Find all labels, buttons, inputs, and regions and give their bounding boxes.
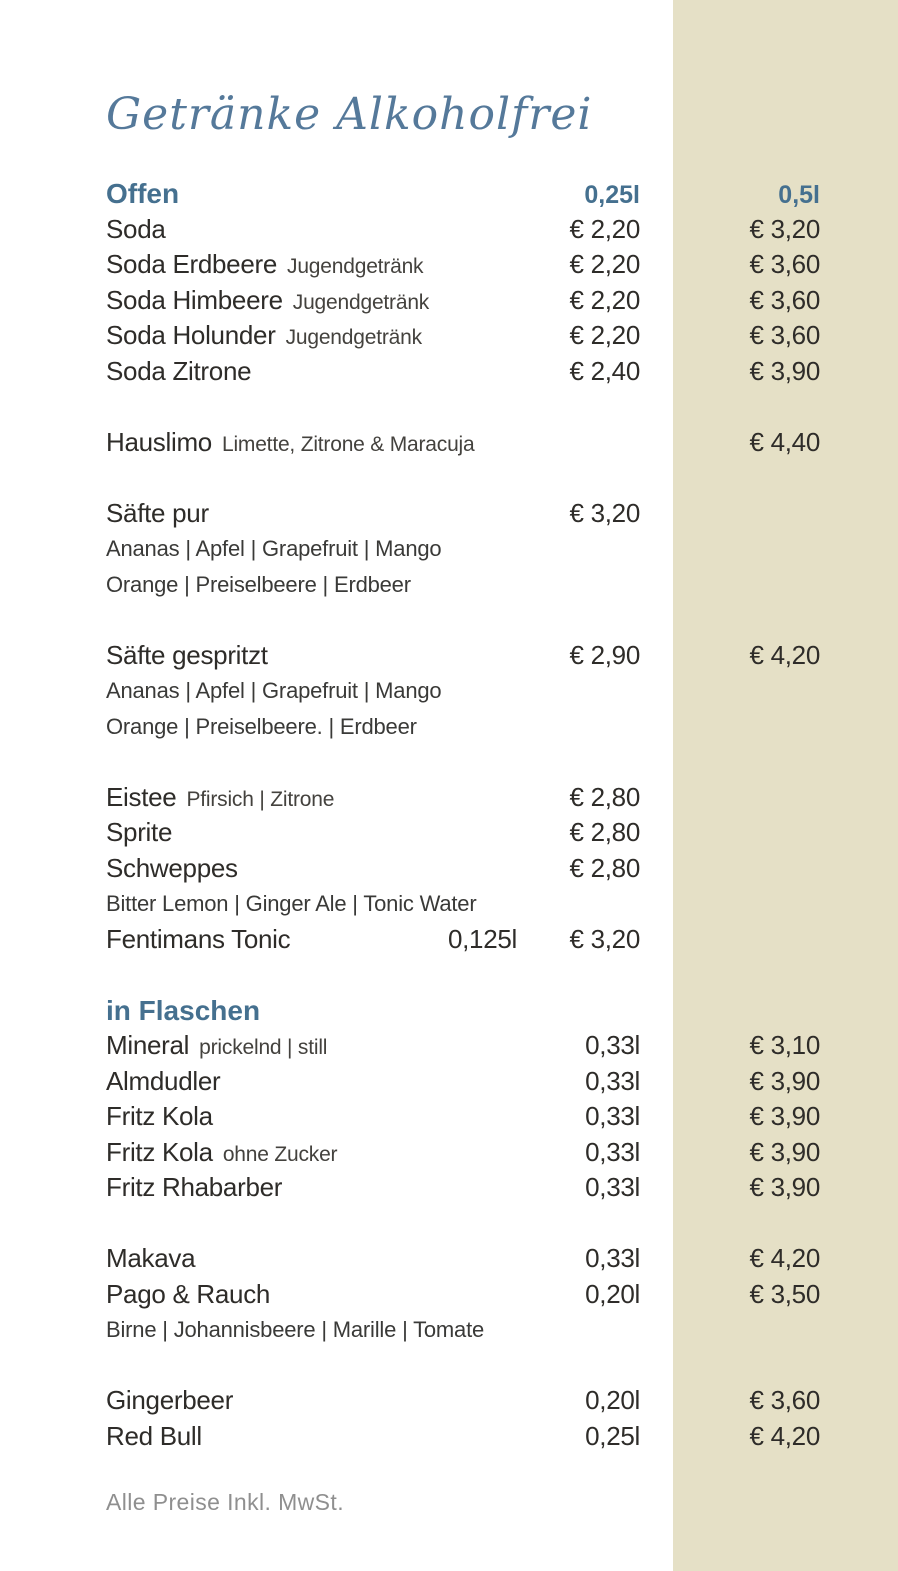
item-name: Almdudler [106, 1065, 221, 1096]
price-value: 0,20l [585, 1278, 640, 1309]
price-value: € 4,20 [749, 1243, 820, 1273]
menu-item-row [106, 851, 820, 887]
price-cell [640, 638, 820, 678]
price-value: € 3,20 [569, 923, 640, 954]
item-name: Soda [106, 213, 166, 244]
price-or-size-cell [517, 283, 640, 323]
menu-item-row [106, 354, 820, 390]
price-value: € 2,40 [569, 355, 640, 386]
price-value: € 2,20 [569, 284, 640, 315]
price-cell [640, 354, 820, 394]
menu-item-row [106, 922, 820, 958]
price-value: € 3,60 [749, 1385, 820, 1415]
price-or-size-cell [517, 1383, 640, 1423]
row-gap [106, 460, 820, 496]
price-value: € 4,20 [749, 639, 820, 670]
price-or-size-cell [517, 1277, 640, 1317]
detail-text: Orange | Preiselbeere | Erdbeer [106, 571, 411, 597]
price-cell [640, 1099, 820, 1139]
section-heading: Offen [106, 178, 180, 209]
menu-item-row [106, 1099, 820, 1135]
section-heading: in Flaschen [106, 994, 261, 1026]
price-value: € 3,90 [749, 1101, 820, 1131]
menu-detail-row [106, 531, 820, 567]
price-cell [640, 318, 820, 358]
price-value: € 2,20 [569, 249, 640, 279]
price-cell [640, 1064, 820, 1104]
menu-item-row [106, 1383, 820, 1419]
item-name-cell [106, 1277, 407, 1317]
price-cell [640, 247, 820, 287]
price-cell [640, 1135, 820, 1175]
price-or-size-cell [517, 496, 640, 536]
item-name: Säfte pur [106, 497, 209, 528]
price-value: € 3,50 [749, 1278, 820, 1309]
price-value: 0,33l [585, 1101, 640, 1131]
price-value: € 4,20 [749, 1420, 820, 1451]
price-or-size-cell [517, 815, 640, 855]
item-name-cell [106, 1064, 407, 1104]
menu-item-row [106, 283, 820, 319]
item-name: Makava [106, 1243, 196, 1273]
size-small-cell [407, 922, 517, 962]
section-heading-row [106, 993, 820, 1029]
price-cell [640, 425, 820, 465]
price-value: € 3,90 [749, 355, 820, 386]
price-or-size-cell [517, 354, 640, 394]
price-cell [640, 212, 820, 252]
price-value: € 3,60 [749, 320, 820, 350]
price-value: € 3,20 [749, 213, 820, 244]
item-name-cell [106, 318, 422, 358]
price-or-size-cell [517, 212, 640, 252]
column-size-label: 0,25l [584, 181, 640, 209]
item-name: Schweppes [106, 852, 238, 883]
item-name: Sprite [106, 817, 173, 847]
price-value: € 2,20 [569, 320, 640, 350]
item-note: prickelnd | still [199, 1036, 328, 1059]
item-name-cell [106, 425, 475, 465]
item-name: Soda Himbeere [106, 284, 283, 315]
price-cell [640, 1028, 820, 1068]
price-value: € 3,60 [749, 249, 820, 279]
price-or-size-cell [517, 638, 640, 678]
price-value: 0,33l [585, 1065, 640, 1096]
price-value: € 2,80 [569, 781, 640, 812]
price-or-size-cell [517, 780, 640, 820]
price-value: € 3,90 [749, 1172, 820, 1202]
menu-item-row [106, 1028, 820, 1064]
item-note: Jugendgetränk [292, 290, 430, 314]
menu-rows [106, 176, 820, 1454]
item-note: Limette, Zitrone & Maracuja [221, 432, 475, 456]
detail-text: Ananas | Apfel | Grapefruit | Mango [106, 536, 442, 561]
price-or-size-cell [517, 1135, 640, 1175]
item-name-cell [106, 1419, 407, 1459]
menu-item-row [106, 1170, 820, 1206]
item-name-cell [106, 1170, 407, 1210]
column-size-label: 0,5l [778, 181, 820, 209]
item-name-cell [106, 851, 407, 891]
detail-text: Orange | Preiselbeere. | Erdbeer [106, 713, 417, 739]
item-name-cell [106, 1383, 407, 1423]
price-value: 0,20l [585, 1385, 640, 1415]
price-value: € 2,90 [569, 639, 640, 670]
item-name-cell [106, 212, 407, 252]
menu-item-row [106, 1135, 820, 1171]
section-heading-cell [106, 176, 407, 217]
price-or-size-cell [517, 1064, 640, 1104]
item-name-cell [106, 247, 424, 287]
item-name-cell [106, 283, 430, 323]
item-name: Mineral [106, 1030, 190, 1060]
menu-item-row [106, 780, 820, 816]
price-or-size-cell [517, 1170, 640, 1210]
price-cell [640, 1170, 820, 1210]
price-value: 0,33l [585, 1243, 640, 1273]
item-name: Soda Zitrone [106, 355, 252, 386]
price-or-size-cell [517, 922, 640, 962]
item-name-cell [106, 1135, 407, 1175]
price-or-size-cell [517, 851, 640, 891]
column-header-row [106, 176, 820, 212]
item-name-cell [106, 815, 407, 855]
menu-item-row [106, 247, 820, 283]
item-note: ohne Zucker [222, 1142, 338, 1166]
item-name-cell [106, 922, 407, 962]
price-value: € 3,20 [569, 497, 640, 528]
price-or-size-cell [517, 318, 640, 358]
item-name-cell [106, 1028, 407, 1068]
price-value: € 4,40 [749, 426, 820, 457]
price-or-size-cell [517, 247, 640, 287]
price-value: 0,33l [585, 1136, 640, 1167]
price-or-size-cell [517, 1028, 640, 1068]
detail-text: Ananas | Apfel | Grapefruit | Mango [106, 678, 442, 703]
item-note: Pfirsich | Zitrone [186, 787, 335, 811]
item-name: Säfte gespritzt [106, 639, 268, 670]
item-name-cell [106, 1241, 407, 1281]
price-cell [640, 283, 820, 323]
price-or-size-cell [517, 1419, 640, 1459]
price-value: € 2,80 [569, 817, 640, 847]
menu-item-row [106, 815, 820, 851]
item-name: Gingerbeer [106, 1385, 234, 1415]
detail-text: Birne | Johannisbeere | Marille | Tomate [106, 1317, 485, 1342]
row-gap [106, 389, 820, 425]
menu-item-row [106, 318, 820, 354]
item-name-cell [106, 1099, 407, 1139]
item-name: Pago & Rauch [106, 1278, 271, 1309]
item-name: Fentimans Tonic [106, 923, 291, 954]
item-name-cell [106, 780, 407, 820]
price-value: € 3,10 [749, 1030, 820, 1060]
item-note: Jugendgetränk [285, 326, 422, 349]
row-gap [106, 957, 820, 993]
footer-note: Alle Preise Inkl. MwSt. [106, 1489, 344, 1515]
menu-detail-row [106, 886, 820, 922]
item-name: Red Bull [106, 1420, 202, 1451]
price-cell [640, 1241, 820, 1281]
size-value: 0,125l [447, 923, 517, 954]
item-name-cell [106, 496, 407, 536]
item-name: Hauslimo [106, 426, 212, 457]
price-cell [640, 1383, 820, 1423]
menu-detail-row [106, 567, 820, 603]
price-value: € 2,80 [569, 852, 640, 883]
price-value: € 2,20 [569, 213, 640, 244]
item-name: Soda Holunder [106, 320, 276, 350]
price-cell [640, 1277, 820, 1317]
menu-title: Getränke Alkoholfrei [106, 89, 593, 140]
menu-content [106, 0, 820, 1517]
menu-item-row [106, 1064, 820, 1100]
price-value: € 3,90 [749, 1136, 820, 1167]
item-name-cell [106, 354, 407, 394]
price-or-size-cell [517, 1099, 640, 1139]
item-name: Fritz Kola [106, 1101, 213, 1131]
menu-item-row [106, 638, 820, 674]
row-gap [106, 1206, 820, 1242]
price-or-size-cell [517, 1241, 640, 1281]
price-value: € 3,60 [749, 284, 820, 315]
item-name-cell [106, 638, 407, 678]
row-gap [106, 1348, 820, 1384]
price-cell [640, 1419, 820, 1459]
menu-detail-row [106, 709, 820, 745]
detail-text: Bitter Lemon | Ginger Ale | Tonic Water [106, 891, 477, 916]
menu-item-row [106, 212, 820, 248]
menu-item-row [106, 1419, 820, 1455]
price-value: € 3,90 [749, 1065, 820, 1096]
price-value: 0,33l [585, 1030, 640, 1060]
row-gap [106, 744, 820, 780]
item-name: Fritz Kola [106, 1136, 213, 1167]
item-note: Jugendgetränk [287, 255, 424, 278]
menu-detail-row [106, 673, 820, 709]
price-value: 0,25l [585, 1420, 640, 1451]
price-value: 0,33l [585, 1172, 640, 1202]
menu-detail-row [106, 1312, 820, 1348]
menu-item-row [106, 496, 820, 532]
row-gap [106, 602, 820, 638]
item-name: Soda Erdbeere [106, 249, 278, 279]
item-name: Eistee [106, 781, 177, 812]
item-name: Fritz Rhabarber [106, 1172, 283, 1202]
menu-item-row [106, 1241, 820, 1277]
menu-item-row [106, 425, 820, 461]
menu-item-row [106, 1277, 820, 1313]
